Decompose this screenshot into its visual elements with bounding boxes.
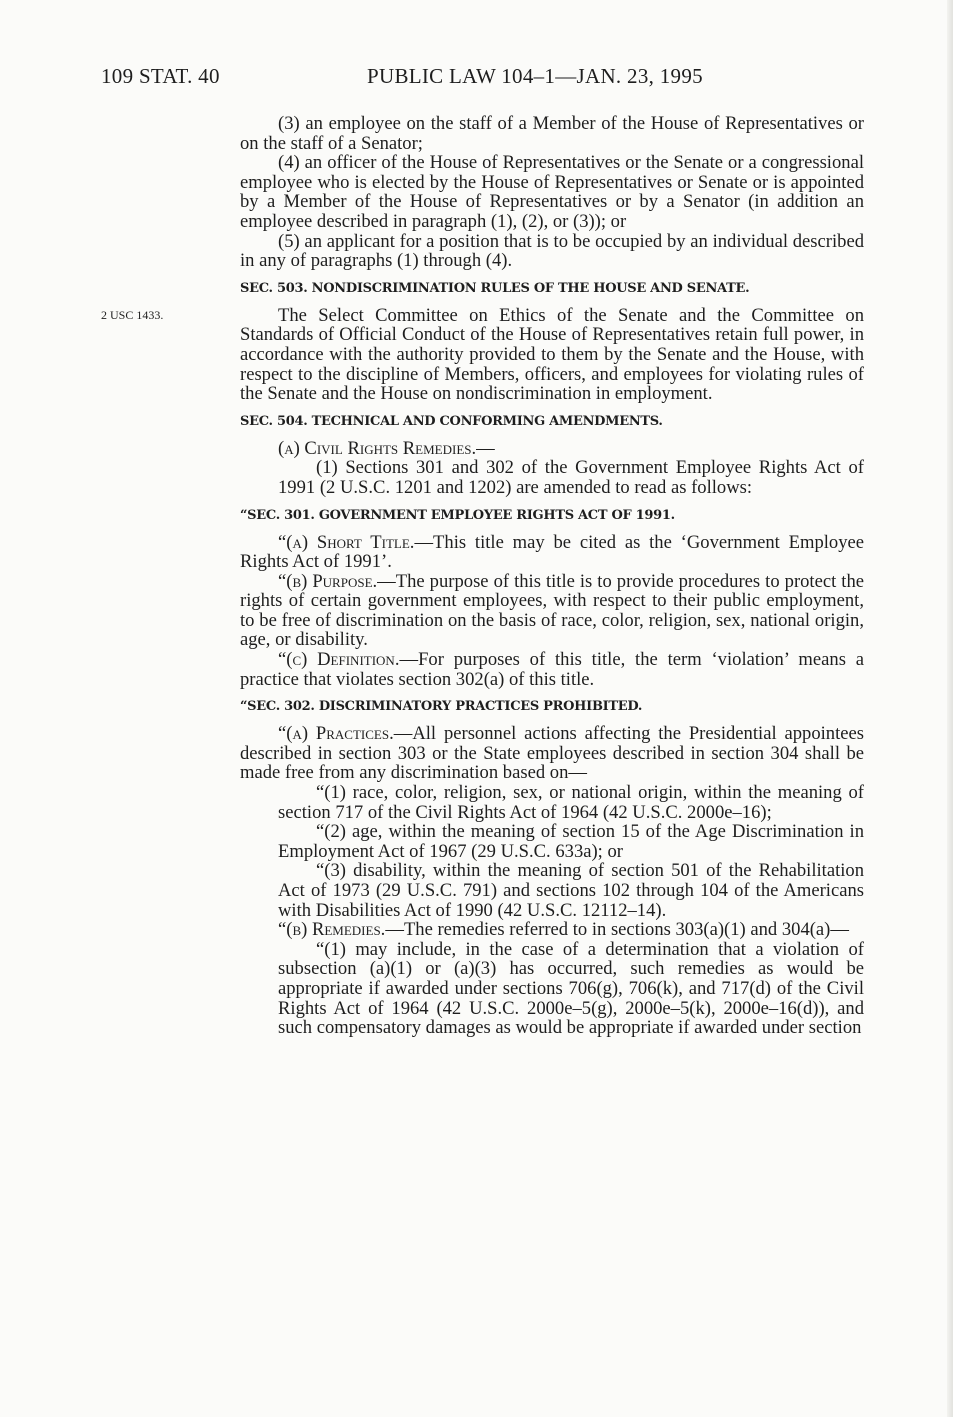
section-302-a-label: “(a) Practices. [278, 723, 394, 745]
section-302-heading: “SEC. 302. DISCRIMINATORY PRACTICES PROHIBITED. [240, 699, 643, 715]
page-edge-shadow [947, 0, 953, 1417]
section-302-b1: “(1) may include, in the case of a determination that a violation of subsection (a)(1) or (a)(3) has occurred, such remedies as would be appropriate if awarded under sections 706(g), 706(k), and 717(d) of the Civil Rights Act of 1964 (42 U.S.C. 2000e–5(g), 2000e–5(k), 2000e–16(d)), and such compensatory damages as would be appropriate if awarded under section [278, 938, 864, 1039]
section-301-heading: “SEC. 301. GOVERNMENT EMPLOYEE RIGHTS ACT OF 1991. [240, 507, 675, 523]
section-504-a-label: (a) Civil Rights Remedies.— [278, 437, 495, 459]
section-301-c [240, 650, 864, 689]
section-301-a [240, 533, 864, 572]
section-302-b [240, 920, 864, 940]
section-302-a-text: —All personnel actions affecting the Presidential appointees described in section 303 or the State employees described in section 304 shall be made free from any discrimination based on— [240, 723, 864, 784]
section-301-c-text: —For purposes of this title, the term ‘violation’ means a practice that violates section 302(a) of this title. [240, 649, 865, 690]
section-302-a1: “(1) race, color, religion, sex, or national origin, within the meaning of section 717 of the Civil Rights Act of 1964 (42 U.S.C. 2000e–16); [278, 782, 864, 823]
section-504-a1: (1) Sections 301 and 302 of the Government Employee Rights Act of 1991 (2 U.S.C. 1201 and 1202) are amended to read as follows: [278, 457, 864, 498]
section-503-text: The Select Committee on Ethics of the Senate and the Committee on Standards of Official Conduct of the House of Representatives retain full power, in accordance with the authority provided to them by the Senate and the House, with respect to the discipline of Members, officers, and employees for violating rules of the Senate and the House on nondiscrimination in employment. [240, 304, 864, 405]
section-301-b-text: —The purpose of this title is to provide procedures to protect the rights of certain government employees, with respect to their public employment, to be free of discrimination on the basis of race, color, religion, sex, national origin, age, or disability. [240, 570, 864, 651]
page-stat-number: 109 STAT. 40 [101, 64, 220, 88]
paragraph-3: (3) an employee on the staff of a Member of the House of Representatives or on the staff of a Senator; [240, 113, 864, 154]
section-301-a-text: —This title may be cited as the ‘Government Employee Rights Act of 1991’. [240, 531, 865, 573]
page-running-header: PUBLIC LAW 104–1—JAN. 23, 1995 [367, 64, 703, 88]
section-302-a2: “(2) age, within the meaning of section 15 of the Age Discrimination in Employment Act of 1967 (29 U.S.C. 633a); or [278, 821, 864, 862]
body-text-column [240, 114, 864, 1038]
section-302-b-label: “(b) Remedies. [278, 919, 386, 941]
section-302-b-text: —The remedies referred to in sections 303(a)(1) and 304(a)— [385, 919, 849, 941]
section-301-a-label: “(a) Short Title. [278, 531, 415, 553]
margin-citation: 2 USC 1433. [101, 308, 164, 322]
paragraph-5: (5) an applicant for a position that is to be occupied by an individual described in any of paragraphs (1) through (4). [240, 230, 864, 272]
section-302-a3: “(3) disability, within the meaning of section 501 of the Rehabilitation Act of 1973 (29 U.S.C. 791) and sections 102 through 104 of the Americans with Disabilities Act of 1990 (42 U.S.C. 12112–14). [278, 860, 864, 921]
section-301-b [240, 572, 864, 650]
section-302-a [240, 724, 864, 783]
section-301-b-label: “(b) Purpose. [278, 570, 378, 592]
paragraph-4: (4) an officer of the House of Representatives or the Senate or a congressional employee who is elected by the House of Representatives or Senate or is appointed by a Member of the House of Representatives or by a Senator (in addition an employee described in paragraph (1), (2), or (3)); or [240, 152, 864, 232]
section-504-heading: SEC. 504. TECHNICAL AND CONFORMING AMENDMENTS. [240, 413, 663, 429]
section-503-heading: SEC. 503. NONDISCRIMINATION RULES OF THE HOUSE AND SENATE. [240, 280, 750, 296]
section-301-c-label: “(c) Definition. [278, 649, 400, 671]
